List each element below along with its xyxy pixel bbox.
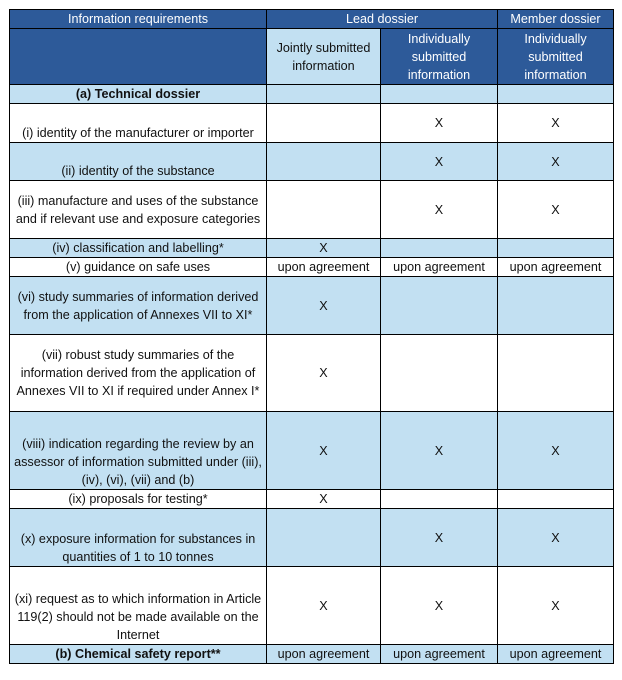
cell-member [498, 277, 614, 335]
cell-member [498, 335, 614, 412]
cell-empty [381, 85, 498, 104]
header-row-2 [10, 29, 614, 85]
cell-member: X [498, 509, 614, 567]
table-row [10, 412, 614, 490]
table-row [10, 239, 614, 258]
header-lead-dossier: Lead dossier [267, 10, 498, 29]
cell-member: X [498, 567, 614, 645]
row-label: (iii) manufacture and uses of the substance and if relevant use and exposure categories [10, 181, 267, 239]
cell-member: upon agreement [498, 258, 614, 277]
header-blank [10, 29, 267, 85]
section-row-technical-dossier [10, 85, 614, 104]
cell-lead: upon agreement [381, 645, 498, 664]
header-information-requirements: Information requirements [10, 10, 267, 29]
section-technical-dossier: (a) Technical dossier [10, 85, 267, 104]
cell-member: upon agreement [498, 645, 614, 664]
cell-joint: X [267, 335, 381, 412]
section-chemical-safety-report: (b) Chemical safety report** [10, 645, 267, 664]
cell-joint [267, 104, 381, 143]
cell-joint [267, 181, 381, 239]
cell-member: X [498, 412, 614, 490]
row-label: (ix) proposals for testing* [10, 490, 267, 509]
cell-lead: X [381, 104, 498, 143]
header-member-dossier: Member dossier [498, 10, 614, 29]
cell-joint: X [267, 412, 381, 490]
row-label: (i) identity of the manufacturer or importer [10, 104, 267, 143]
information-requirements-table [9, 9, 614, 664]
section-row-chemical-safety-report [10, 645, 614, 664]
table-row [10, 335, 614, 412]
cell-lead: X [381, 509, 498, 567]
row-label: (iv) classification and labelling* [10, 239, 267, 258]
cell-member [498, 239, 614, 258]
cell-lead [381, 239, 498, 258]
row-label: (x) exposure information for substances in quantities of 1 to 10 tonnes [10, 509, 267, 567]
cell-member: X [498, 104, 614, 143]
cell-lead: upon agreement [381, 258, 498, 277]
table-row [10, 490, 614, 509]
row-label: (v) guidance on safe uses [10, 258, 267, 277]
cell-joint: X [267, 490, 381, 509]
cell-joint: X [267, 239, 381, 258]
table-row [10, 258, 614, 277]
cell-joint [267, 143, 381, 181]
table-row [10, 509, 614, 567]
cell-lead: X [381, 567, 498, 645]
header-jointly-submitted: Jointly submitted information [267, 29, 381, 85]
table-row [10, 181, 614, 239]
cell-lead [381, 277, 498, 335]
cell-joint: upon agreement [267, 645, 381, 664]
cell-lead: X [381, 143, 498, 181]
cell-joint: X [267, 277, 381, 335]
cell-joint: upon agreement [267, 258, 381, 277]
table-row [10, 104, 614, 143]
cell-lead [381, 490, 498, 509]
cell-member [498, 490, 614, 509]
row-label: (ii) identity of the substance [10, 143, 267, 181]
cell-joint: X [267, 567, 381, 645]
cell-lead: X [381, 181, 498, 239]
cell-empty [267, 85, 381, 104]
row-label: (vi) study summaries of information derived from the application of Annexes VII to XI* [10, 277, 267, 335]
row-label: (vii) robust study summaries of the information derived from the application of Annexes VII to XI if required under Annex I* [10, 335, 267, 412]
table-row [10, 567, 614, 645]
cell-empty [498, 85, 614, 104]
header-member-individually-submitted: Individually submitted information [498, 29, 614, 85]
cell-member: X [498, 181, 614, 239]
header-row-1 [10, 10, 614, 29]
row-label: (viii) indication regarding the review by an assessor of information submitted under (iii), (iv), (vi), (vii) and (b) [10, 412, 267, 490]
header-lead-individually-submitted: Individually submitted information [381, 29, 498, 85]
table-row [10, 143, 614, 181]
cell-lead: X [381, 412, 498, 490]
table-row [10, 277, 614, 335]
cell-member: X [498, 143, 614, 181]
cell-joint [267, 509, 381, 567]
row-label: (xi) request as to which information in Article 119(2) should not be made available on the Internet [10, 567, 267, 645]
cell-lead [381, 335, 498, 412]
